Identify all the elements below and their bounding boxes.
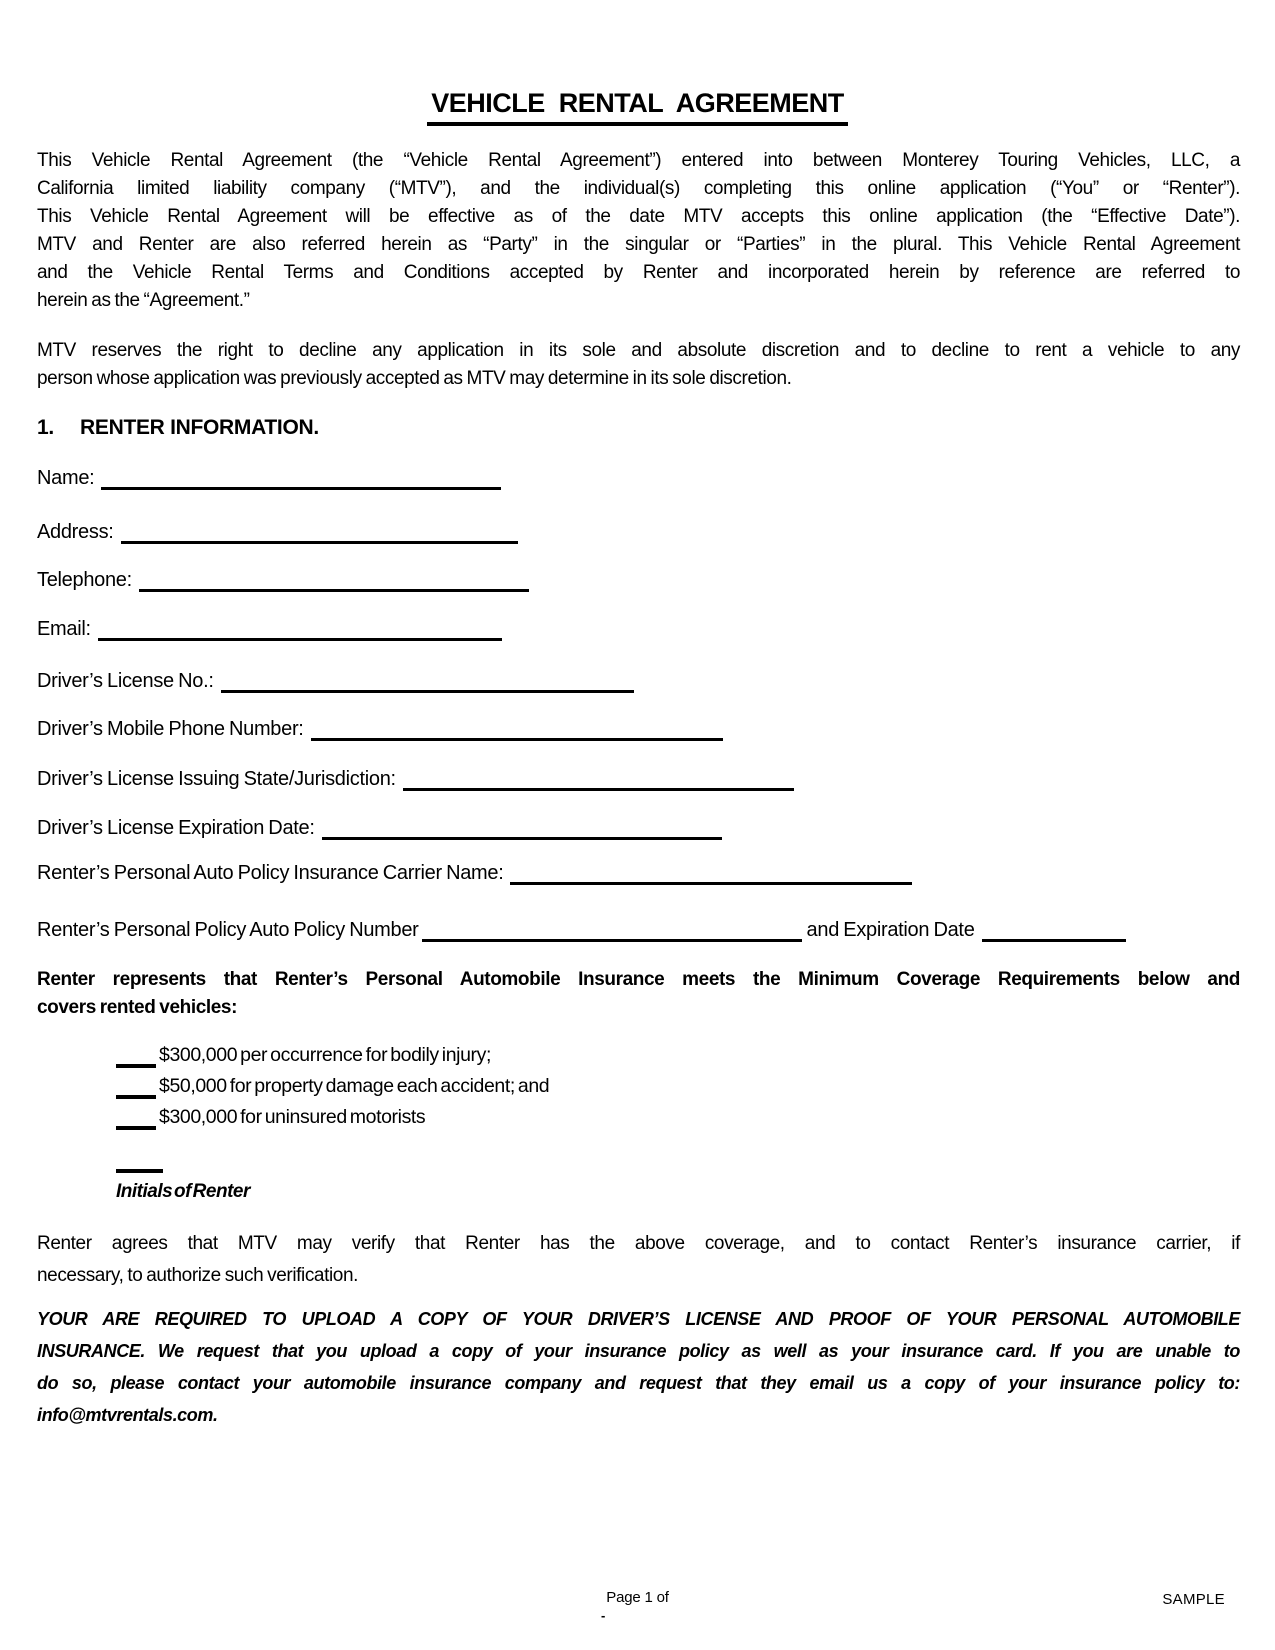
- title-wrap: [0, 88, 1275, 126]
- represents-paragraph: [37, 966, 1240, 1022]
- expiration-date-field-label: and Expiration Date: [806, 919, 975, 941]
- coverage-initial-blank[interactable]: [116, 1064, 156, 1068]
- field-row-address: [37, 518, 518, 546]
- name-field-label: Name:: [37, 467, 95, 489]
- field-row-insurance-carrier: [37, 859, 912, 887]
- paragraph-line: herein as the “Agreement.”: [37, 290, 250, 311]
- footer-page-number: Page 1 of: [606, 1589, 669, 1606]
- coverage-requirements-list: [116, 1040, 549, 1133]
- license-expiration-input-line[interactable]: [322, 837, 722, 840]
- license-no-input-line[interactable]: [221, 690, 634, 693]
- paragraph-line: info@mtvrentals.com.: [37, 1405, 218, 1425]
- paragraph-line: MTV and Renter are also referred herein as “Party” in the singular or “Parties” in the plural. This Vehicle Rental Agreement: [37, 234, 1240, 255]
- paragraph-line: person whose application was previously accepted as MTV may determine in its sole discretion.: [37, 368, 792, 389]
- field-row-license-expiration: [37, 814, 722, 842]
- mobile-phone-input-line[interactable]: [311, 738, 723, 741]
- coverage-initial-blank[interactable]: [116, 1095, 156, 1099]
- telephone-field-label: Telephone:: [37, 569, 132, 591]
- discretion-paragraph: [37, 337, 1240, 393]
- policy-number-input-line[interactable]: [422, 939, 802, 942]
- policy-number-field-label: Renter’s Personal Policy Auto Policy Number: [37, 919, 419, 941]
- agrees-paragraph: [37, 1228, 1240, 1292]
- mobile-phone-field-label: Driver’s Mobile Phone Number:: [37, 718, 304, 740]
- field-row-email: [37, 615, 502, 643]
- email-field-label: Email:: [37, 618, 91, 640]
- issuing-state-input-line[interactable]: [403, 788, 794, 791]
- initials-label: Initials of Renter: [116, 1181, 250, 1202]
- license-no-field-label: Driver’s License No.:: [37, 670, 214, 692]
- field-row-mobile-phone: [37, 715, 723, 743]
- paragraph-line: This Vehicle Rental Agreement (the “Vehicle Rental Agreement”) entered into between Monterey Touring Vehicles, LLC, a: [37, 150, 1240, 171]
- issuing-state-field-label: Driver’s License Issuing State/Jurisdiction:: [37, 768, 396, 790]
- insurance-carrier-field-label: Renter’s Personal Auto Policy Insurance Carrier Name:: [37, 862, 504, 884]
- paragraph-line: This Vehicle Rental Agreement will be effective as of the date MTV accepts this online application (the “Effective Date”).: [37, 206, 1240, 227]
- address-input-line[interactable]: [121, 541, 518, 544]
- name-input-line[interactable]: [101, 487, 501, 490]
- paragraph-line: Renter agrees that MTV may verify that Renter has the above coverage, and to contact Renter’s insurance carrier, if: [37, 1233, 1240, 1254]
- coverage-item-text: $50,000 for property damage each accident; and: [159, 1075, 550, 1097]
- paragraph-line: MTV reserves the right to decline any application in its sole and absolute discretion and to decline to rent a vehicle to any: [37, 340, 1240, 361]
- field-row-license-no: [37, 667, 634, 695]
- coverage-item-property-damage: [116, 1071, 549, 1102]
- coverage-item-uninsured-motorists: [116, 1102, 549, 1133]
- coverage-item-text: $300,000 for uninsured motorists: [159, 1106, 426, 1128]
- field-row-name: [37, 464, 501, 492]
- coverage-item-bodily-injury: [116, 1040, 549, 1071]
- section-title: RENTER INFORMATION.: [80, 416, 319, 439]
- email-input-line[interactable]: [98, 638, 502, 641]
- paragraph-line: and the Vehicle Rental Terms and Conditions accepted by Renter and incorporated herein by reference are referred to: [37, 262, 1240, 283]
- paragraph-line: California limited liability company (“MTV”), and the individual(s) completing this online application (“You” or “Renter”).: [37, 178, 1240, 199]
- page-title: VEHICLE RENTAL AGREEMENT: [427, 88, 848, 126]
- section-number: 1.: [37, 416, 54, 439]
- insurance-carrier-input-line[interactable]: [510, 882, 912, 885]
- section-1-heading: [37, 416, 319, 440]
- paragraph-line: do so, please contact your automobile insurance company and request that they email us a copy of your insurance policy to:: [37, 1373, 1240, 1393]
- address-field-label: Address:: [37, 521, 114, 543]
- intro-paragraph: [37, 147, 1240, 315]
- paragraph-line: covers rented vehicles:: [37, 997, 238, 1018]
- license-expiration-field-label: Driver’s License Expiration Date:: [37, 817, 315, 839]
- coverage-initial-blank[interactable]: [116, 1126, 156, 1130]
- paragraph-line: necessary, to authorize such verification.: [37, 1265, 359, 1286]
- footer-page-fragment: -: [601, 1608, 606, 1623]
- expiration-date-input-line[interactable]: [982, 939, 1126, 942]
- sample-watermark: SAMPLE: [1162, 1591, 1225, 1608]
- coverage-item-text: $300,000 per occurrence for bodily injury;: [159, 1044, 491, 1066]
- upload-requirement-paragraph: [37, 1303, 1240, 1431]
- field-row-issuing-state: [37, 765, 794, 793]
- telephone-input-line[interactable]: [139, 589, 529, 592]
- paragraph-line: INSURANCE. We request that you upload a copy of your insurance policy as well as your insurance card. If you are unable to: [37, 1341, 1240, 1361]
- paragraph-line: YOUR ARE REQUIRED TO UPLOAD A COPY OF YOUR DRIVER’S LICENSE AND PROOF OF YOUR PERSONAL AUTOMOBILE: [37, 1309, 1240, 1329]
- field-row-telephone: [37, 566, 529, 594]
- initials-blank-line[interactable]: [116, 1169, 163, 1173]
- paragraph-line: Renter represents that Renter’s Personal Automobile Insurance meets the Minimum Coverage Requirements below and: [37, 969, 1240, 990]
- field-row-policy-number: [37, 916, 1126, 944]
